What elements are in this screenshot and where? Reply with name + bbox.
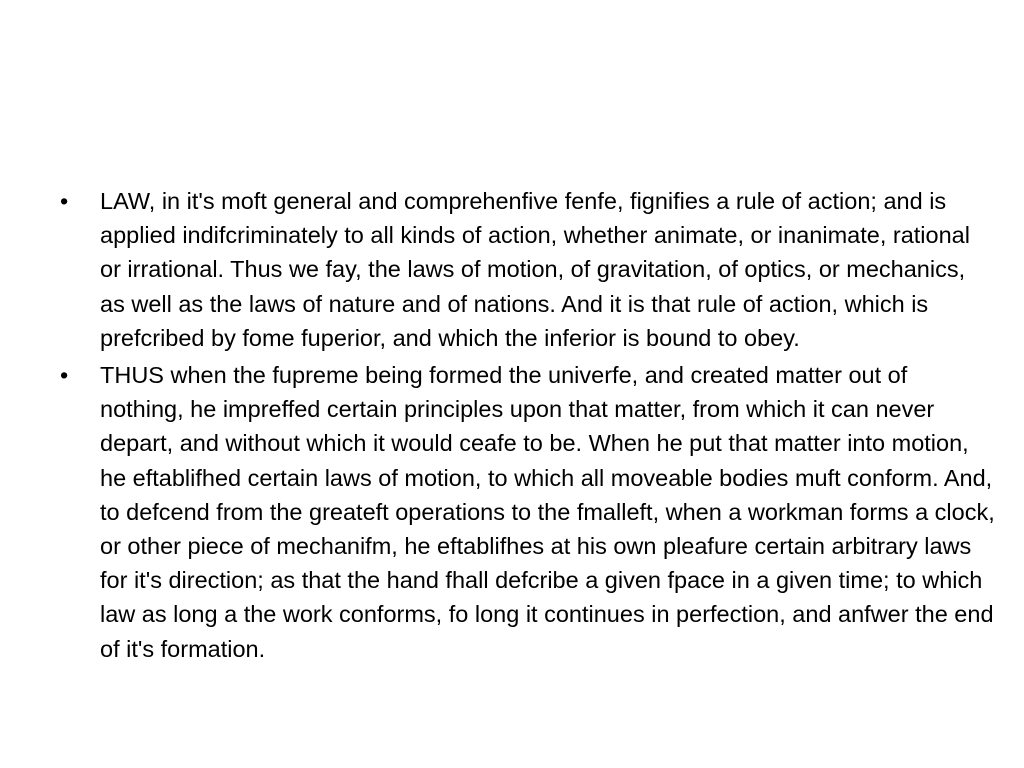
bullet-item-law-definition	[60, 184, 995, 355]
bullet-item-creation-laws	[60, 358, 995, 666]
bullet-list	[60, 184, 995, 669]
paragraph-creation-laws: THUS when the fupreme being formed the univerfe, and created matter out of nothing, he impreffed certain principles upon that matter, from which it can never depart, and without which it would ceafe to be. When he put that matter into motion, he eftablifhed certain laws of motion, to which all moveable bodies muft conform. And, to defcend from the greateft operations to the fmalleft, when a workman forms a clock, or other piece of mechanifm, he eftablifhes at his own pleafure certain arbitrary laws for it's direction; as that the hand fhall defcribe a given fpace in a given time; to which law as long a the work conforms, fo long it continues in perfection, and anfwer the end of it's formation.	[100, 362, 995, 662]
bullet-icon: •	[60, 188, 69, 214]
bullet-icon: •	[60, 362, 69, 389]
paragraph-law-definition: LAW, in it's moft general and comprehenfive fenfe, fignifies a rule of action; and is applied indifcriminately to all kinds of action, whether animate, or inanimate, rational or irrational. Thus we fay, the laws of motion, of gravitation, of optics, or mechanics, as well as the laws of nature and of nations. And it is that rule of action, which is prefcribed by fome fuperior, and which the inferior is bound to obey.	[100, 188, 970, 351]
